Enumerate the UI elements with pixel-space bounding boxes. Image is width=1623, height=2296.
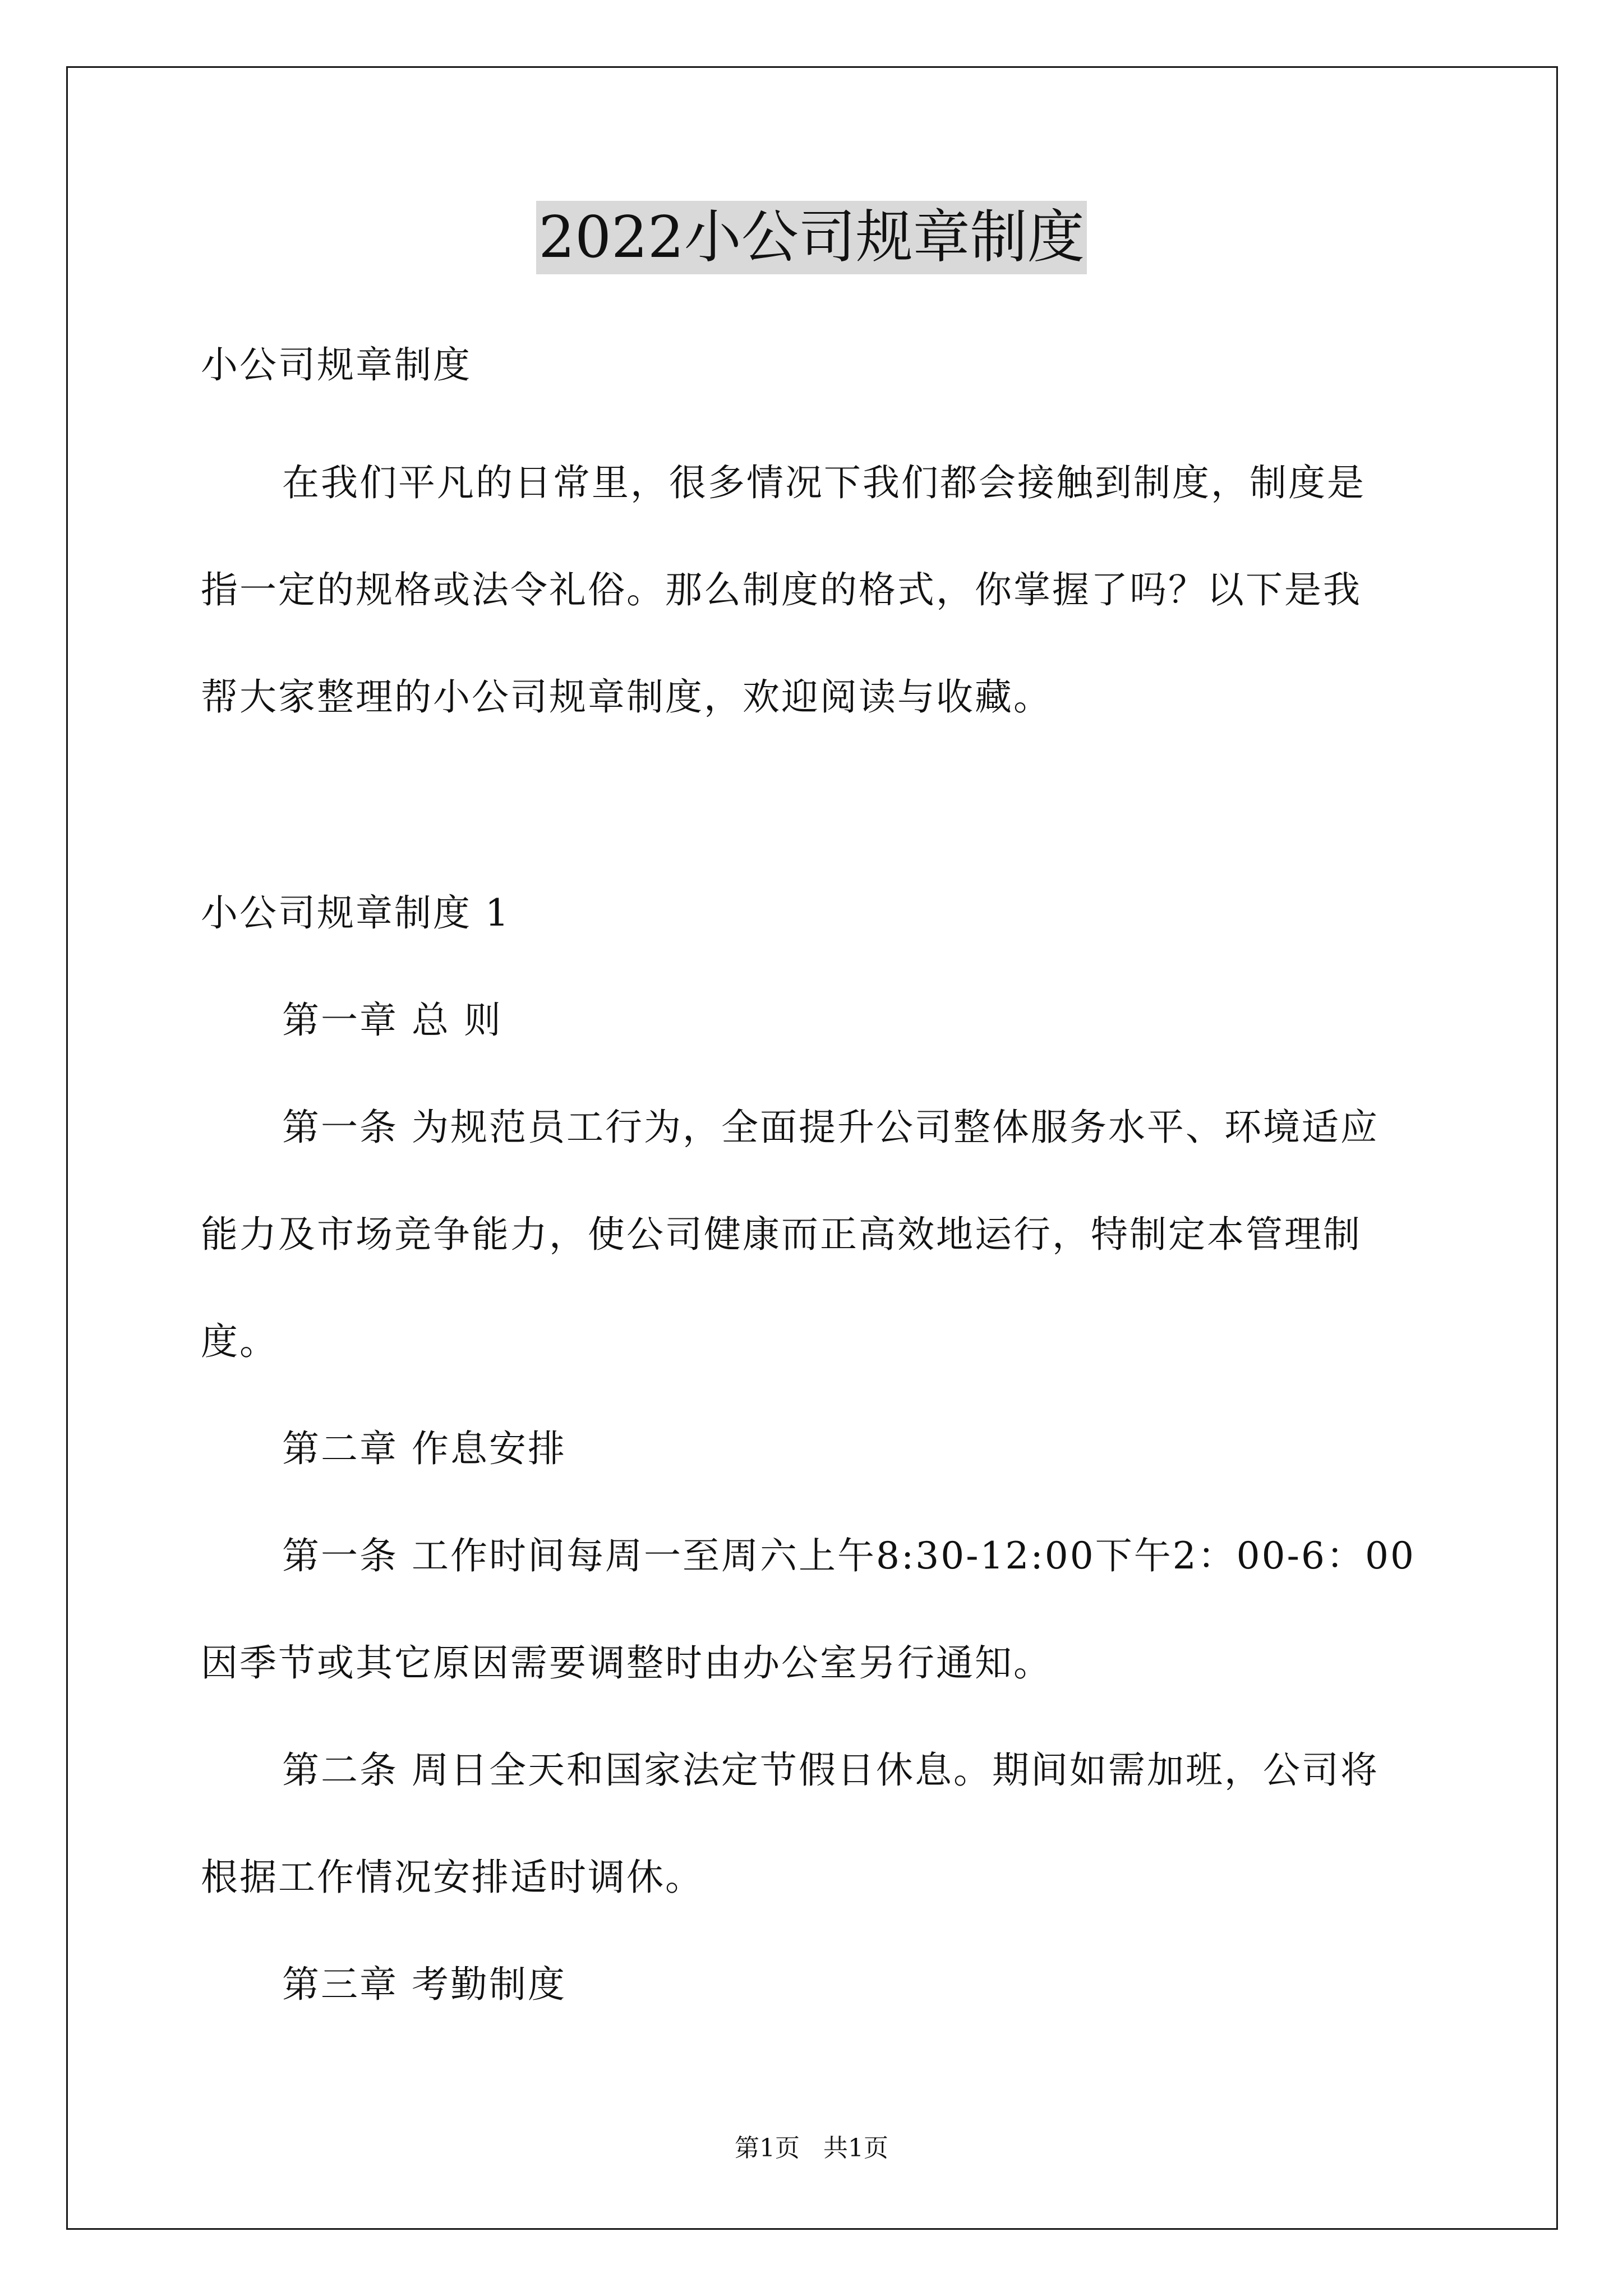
article-paragraph (201, 1717, 1429, 1931)
chapter-3-heading: 第三章 考勤制度 (282, 1963, 566, 2006)
intro-line-1: 在我们平凡的日常里，很多情况下我们都会接触到制度，制度是 (282, 461, 1366, 504)
intro-paragraph (201, 429, 1429, 751)
ch2-art1-line-2: 因季节或其它原因需要调整时由办公室另行通知。 (201, 1641, 1052, 1685)
article-paragraph (201, 1074, 1429, 1395)
subtitle-paragraph (201, 311, 1429, 418)
page-total: 共1页 (823, 2134, 888, 2162)
subtitle-line: 小公司规章制度 (201, 343, 472, 386)
chapter-1-heading: 第一章 总 则 (282, 999, 502, 1042)
ch1-art1-line-3: 度。 (201, 1320, 278, 1363)
article-paragraph (201, 1502, 1429, 1717)
intro-line-3: 帮大家整理的小公司规章制度，欢迎阅读与收藏。 (201, 675, 1052, 719)
ch2-art2-line-2: 根据工作情况安排适时调休。 (201, 1856, 704, 1899)
document-title (0, 204, 1623, 272)
ch1-art1-line-2: 能力及市场竞争能力，使公司健康而正高效地运行，特制定本管理制 (201, 1213, 1362, 1256)
intro-line-2: 指一定的规格或法令礼俗。那么制度的格式，你掌握了吗？以下是我 (201, 568, 1362, 611)
page-number: 第1页 (735, 2134, 800, 2162)
document-title-text: 2022小公司规章制度 (536, 201, 1087, 274)
section-heading-text: 小公司规章制度 1 (201, 891, 510, 935)
section-heading (201, 859, 1429, 967)
ch1-art1-line-1: 第一条 为规范员工行为，全面提升公司整体服务水平、环境适应 (282, 1106, 1379, 1149)
chapter-2-heading: 第二章 作息安排 (282, 1427, 566, 1470)
chapter-heading (282, 967, 1429, 1074)
ch2-art2-line-1: 第二条 周日全天和国家法定节假日休息。期间如需加班，公司将 (282, 1749, 1379, 1792)
chapter-heading (282, 1931, 1429, 2038)
chapter-heading (282, 1395, 1429, 1502)
page-footer (0, 2132, 1623, 2165)
ch2-art1-line-1: 第一条 工作时间每周一至周六上午8:30-12:00下午2：00-6：00 (282, 1534, 1415, 1577)
